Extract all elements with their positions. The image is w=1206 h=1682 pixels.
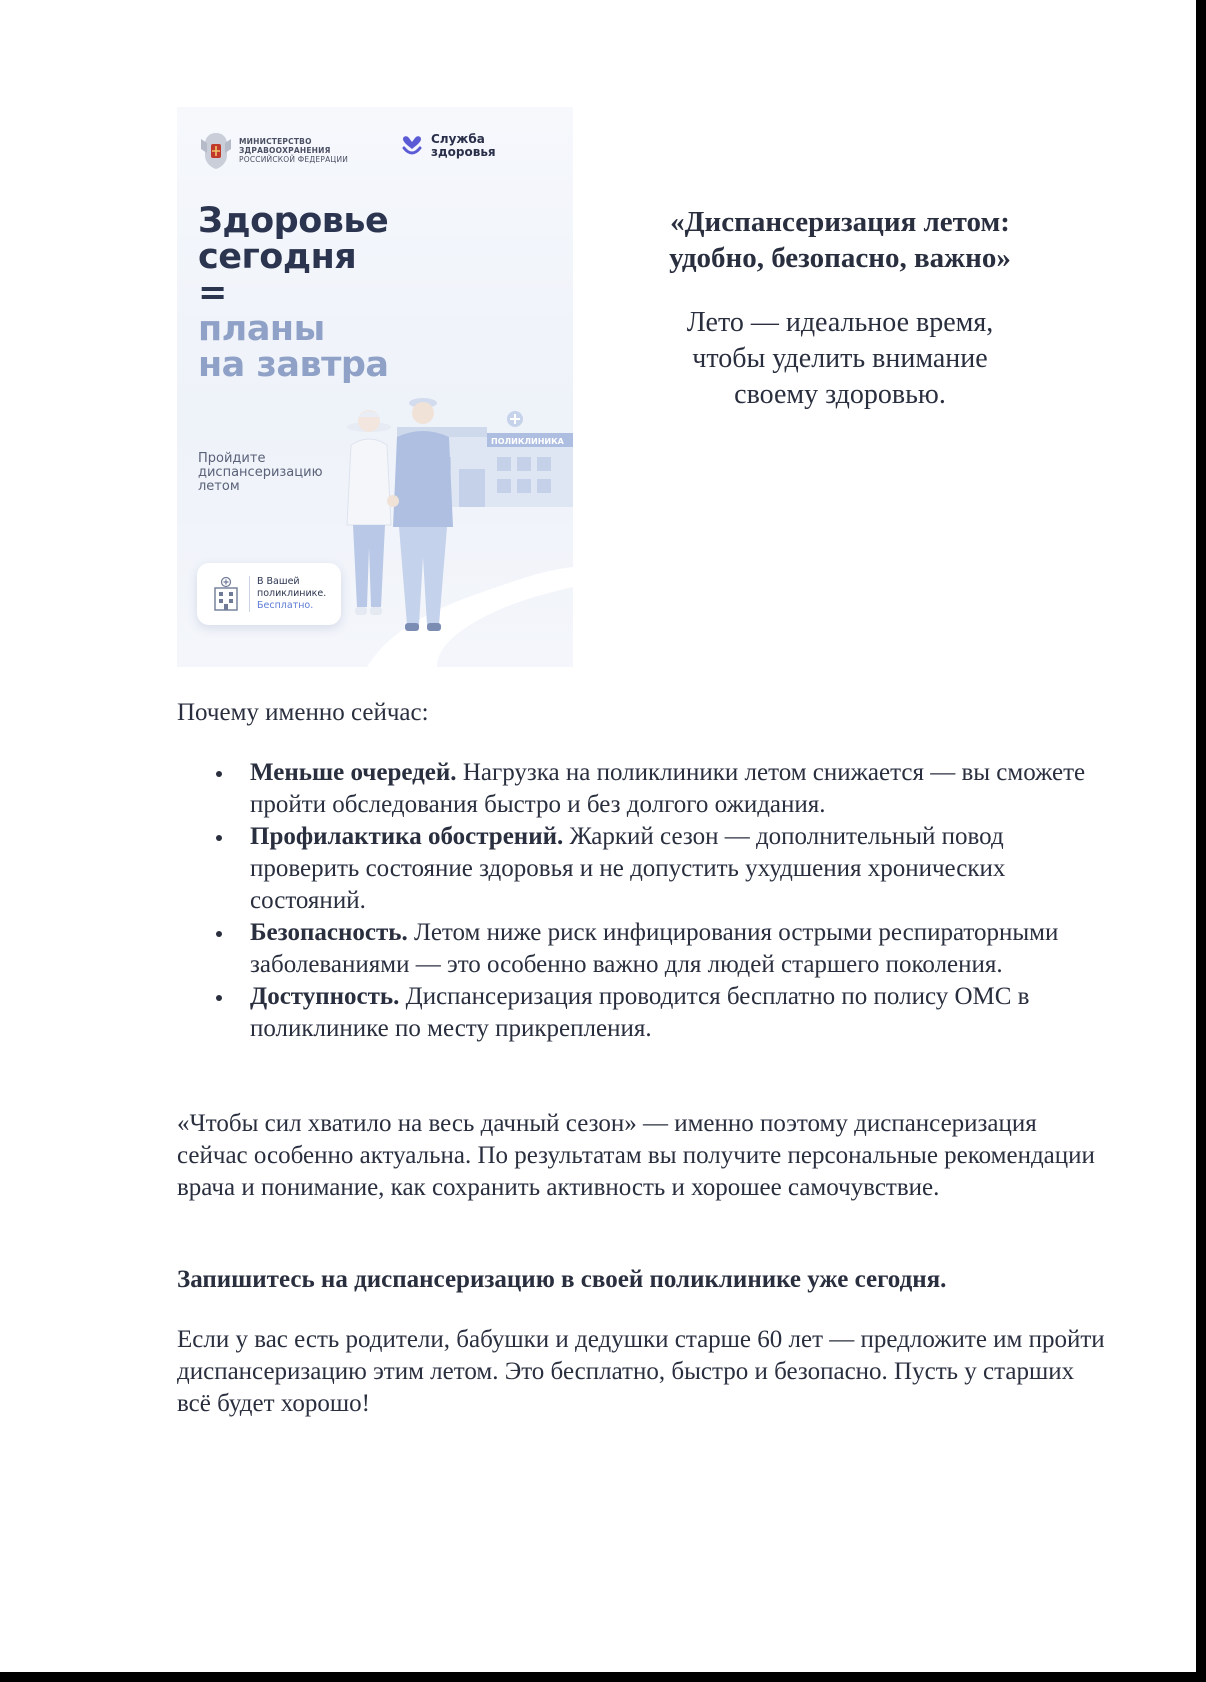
headline-line-2: сегодня bbox=[198, 237, 357, 277]
list-item bbox=[177, 821, 1112, 917]
service-logo bbox=[399, 133, 496, 159]
bullet-text: Диспансеризация проводится бесплатно по полису ОМС в поликлинике по месту прикрепления. bbox=[250, 983, 1030, 1042]
promo-card bbox=[197, 563, 341, 625]
title-line-1: «Диспансеризация летом: bbox=[670, 206, 1010, 238]
bullet-text: Жаркий сезон — дополнительный повод проверить состояние здоровья и не допустить ухудшения хронических состояний. bbox=[250, 823, 1006, 914]
intro-text bbox=[620, 305, 1060, 413]
bullet-text: Нагрузка на поликлиники летом снижается — вы сможете пройти обследования быстро и без долгого ожидания. bbox=[250, 759, 1086, 818]
intro-line-1: Лето — идеальное время, bbox=[686, 307, 994, 338]
paragraph-elders: Если у вас есть родители, бабушки и дедушки старше 60 лет — предложите им пройти диспансеризацию этим летом. Это бесплатно, быстро и безопасно. Пусть у старших всё будет хорошо! bbox=[177, 1326, 1105, 1417]
headline-line-4: на завтра bbox=[198, 345, 389, 385]
bullet-title: Безопасность. bbox=[250, 919, 408, 946]
poster-headline bbox=[198, 203, 389, 383]
intro-line-3: своему здоровью. bbox=[734, 379, 946, 410]
list-item bbox=[177, 981, 1112, 1045]
heart-smile-icon bbox=[399, 133, 425, 159]
headline-line-3: планы bbox=[198, 309, 325, 349]
bullet-title: Меньше очередей. bbox=[250, 759, 457, 786]
why-label: Почему именно сейчас: bbox=[177, 699, 429, 726]
headline-line-1: Здоровье bbox=[198, 201, 389, 241]
service-line-1: Служба bbox=[431, 132, 485, 146]
intro-line-2: чтобы уделить внимание bbox=[692, 343, 988, 374]
list-item bbox=[177, 757, 1112, 821]
ministry-logo bbox=[199, 129, 348, 171]
card-line-2: поликлинике. bbox=[257, 588, 327, 599]
clinic-building-icon bbox=[211, 576, 241, 612]
elderly-couple-illustration bbox=[327, 397, 573, 667]
emblem-icon bbox=[199, 129, 233, 171]
ministry-line-3: РОССИЙСКОЙ ФЕДЕРАЦИИ bbox=[239, 154, 349, 164]
poster-subline: Пройдите диспансеризацию летом bbox=[198, 451, 323, 494]
headline-equals: = bbox=[198, 273, 227, 313]
building-sign: ПОЛИКЛИНИКА bbox=[491, 437, 564, 446]
ministry-line-2: ЗДРАВООХРАНЕНИЯ bbox=[239, 145, 331, 155]
paragraph-season: «Чтобы сил хватило на весь дачный сезон» — именно поэтому диспансеризация сейчас особенно актуальна. По результатам вы получите персональные рекомендации врача и понимание, как сохранить активность и хорошее самочувствие. bbox=[177, 1110, 1095, 1201]
document-title bbox=[620, 204, 1060, 276]
reasons-list bbox=[177, 757, 1112, 1045]
poster-image bbox=[177, 107, 573, 667]
title-line-2: удобно, безопасно, важно» bbox=[669, 242, 1011, 274]
list-item bbox=[177, 917, 1112, 981]
bullet-text: Летом ниже риск инфицирования острыми респираторными заболеваниями — это особенно важно для людей старшего поколения. bbox=[250, 919, 1059, 978]
call-to-action: Запишитесь на диспансеризацию в своей поликлинике уже сегодня. bbox=[177, 1266, 947, 1293]
service-line-2: здоровья bbox=[431, 145, 496, 159]
bullet-title: Доступность. bbox=[250, 983, 400, 1010]
card-line-1: В Вашей bbox=[257, 576, 300, 587]
ministry-line-1: МИНИСТЕРСТВО bbox=[239, 136, 312, 146]
card-line-3: Бесплатно. bbox=[257, 600, 314, 611]
bullet-title: Профилактика обострений. bbox=[250, 823, 564, 850]
